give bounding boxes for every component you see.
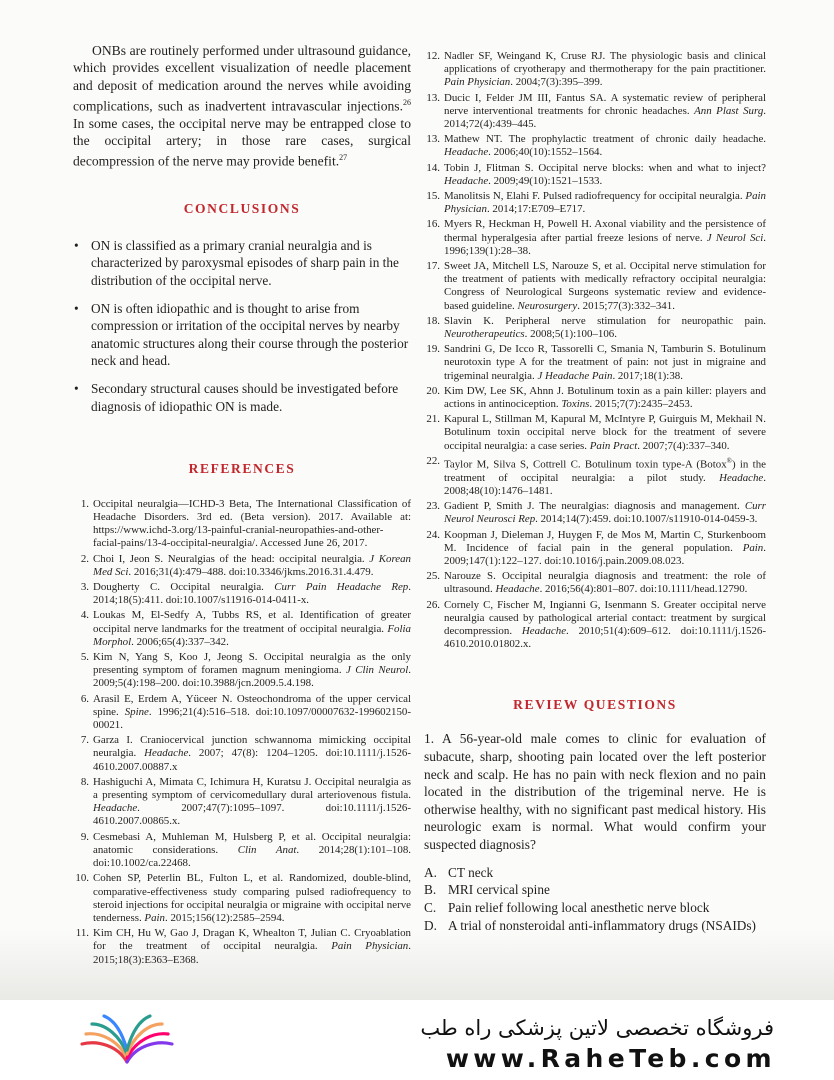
reference-number: 1. xyxy=(80,497,89,510)
reference-item: 9. Cesmebasi A, Muhleman M, Hulsberg P, et al. Occipital neuralgia: anatomic considerations. Clin Anat. 2014;28(1):101–108. doi:10.1002/ca.22468. xyxy=(73,831,411,871)
reference-number: 9. xyxy=(80,830,89,843)
reference-item: 2. Choi I, Jeon S. Neuralgias of the head: occipital neuralgia. J Korean Med Sci. 2016;31(4):479–488. doi:10.3346/jkms.2016.31.4.479. xyxy=(73,553,411,579)
reference-number: 2. xyxy=(80,552,89,565)
shop-name: فروشگاه تخصصی لاتین پزشکی راه طب xyxy=(420,1016,774,1040)
reference-item: 24. Koopman J, Dieleman J, Huygen F, de Mos M, Martin C, Sturkenboom M. Incidence of facial pain in the general population. Pain. 2009;147(1):122–127. doi:10.1016/j.pain.2009.08.023. xyxy=(424,529,766,569)
right-column xyxy=(424,50,766,935)
reference-item: 13. Mathew NT. The prophylactic treatment of chronic daily headache. Headache. 2006;40(10):1552–1564. xyxy=(424,133,766,159)
reference-number: 18. xyxy=(426,314,440,327)
reference-number: 15. xyxy=(426,190,440,203)
reference-number: 24. xyxy=(426,528,440,541)
reference-item: 4. Loukas M, El-Sedfy A, Tubbs RS, et al. Identification of greater occipital nerve landmarks for the treatment of occipital neuralgia. Folia Morphol. 2006;65(4):337–342. xyxy=(73,609,411,649)
reference-item: 3. Dougherty C. Occipital neuralgia. Curr Pain Headache Rep. 2014;18(5):411. doi:10.1007/s11916-014-0411-x. xyxy=(73,581,411,607)
intro-text-a: ONBs are routinely performed under ultrasound guidance, which provides excellent visualization of needle placement and deposit of medication around the nerves while avoiding complications, such as inadvertent intravascular injections. xyxy=(73,43,411,114)
reference-number: 21. xyxy=(426,413,440,426)
left-column xyxy=(73,42,411,969)
reference-number: 6. xyxy=(80,692,89,705)
reference-item: 6. Arasil E, Erdem A, Yüceer N. Osteochondroma of the upper cervical spine. Spine. 1996;21(4):516–518. doi:10.1097/00007632-199602150-00021. xyxy=(73,693,411,733)
reference-item: 16. Myers R, Heckman H, Powell H. Axonal viability and the persistence of thermal hyperalgesia after partial freeze lesions of nerve. J Neurol Sci. 1996;139(1):28–38. xyxy=(424,218,766,258)
reference-item: 12. Nadler SF, Weingand K, Cruse RJ. The physiologic basis and clinical applications of cryotherapy and thermotherapy for the pain practitioner. Pain Physician. 2004;7(3):395–399. xyxy=(424,50,766,90)
conclusions-heading: CONCLUSIONS xyxy=(183,201,301,217)
answer-option-a: A. CT neck xyxy=(424,864,494,880)
reference-item: 15. Manolitsis N, Elahi F. Pulsed radiofrequency for occipital neuralgia. Pain Physician. 2014;17:E709–E717. xyxy=(424,190,766,216)
reference-number: 5. xyxy=(80,651,89,664)
reference-item: 19. Sandrini G, De Icco R, Tassorelli C, Smania N, Tamburin S. Botulinum neurotoxin type A for the treatment of pain: not just in migraine and trigeminal neuralgia. J Headache Pain. 2017;18(1):38. xyxy=(424,343,766,383)
reference-item: 21. Kapural L, Stillman M, Kapural M, McIntyre P, Guirguis M, Mekhail N. Botulinum toxin occipital nerve block for the treatment of severe occipital neuralgia: a case series. Pain Pract. 2007;7(4):337–340. xyxy=(424,413,766,453)
reference-number: 20. xyxy=(426,384,440,397)
answer-options xyxy=(424,864,766,935)
reference-number: 25. xyxy=(426,570,440,583)
reference-number: 23. xyxy=(426,500,440,513)
reference-item: 10. Cohen SP, Peterlin BL, Fulton L, et al. Randomized, double-blind, comparative-effectiveness study comparing pulsed radiofrequency to steroid injections for occipital neuralgia or migraine with occipital nerve tenderness. Pain. 2015;156(12):2585–2594. xyxy=(73,872,411,925)
references-heading: REFERENCES xyxy=(188,460,296,476)
reference-number: 4. xyxy=(80,609,89,622)
reference-item: 13. Ducic I, Felder JM III, Fantus SA. A systematic review of peripheral nerve interventional treatments for chronic headaches. Ann Plast Surg. 2014;72(4):439–445. xyxy=(424,92,766,132)
references-list-right xyxy=(424,50,766,651)
conclusion-item: • Secondary structural causes should be investigated before diagnosis of idiopathic ON is made. xyxy=(74,381,399,414)
reference-item: 22. Taylor M, Silva S, Cottrell C. Botulinum toxin type-A (Botox®) in the treatment of occipital neuralgia: a pilot study. Headache. 2008;48(10):1476–1481. xyxy=(424,455,766,498)
reference-item: 11. Kim CH, Hu W, Gao J, Dragan K, Whealton T, Julian C. Cryoablation for the treatment of occipital neuralgia. Pain Physician. 2015;18(3):E363–E368. xyxy=(73,927,411,967)
reference-item: 14. Tobin J, Flitman S. Occipital nerve blocks: when and what to inject? Headache. 2009;49(10):1521–1533. xyxy=(424,162,766,188)
reference-number: 22. xyxy=(426,454,440,467)
bullet-icon: • xyxy=(74,301,79,317)
reference-number: 13. xyxy=(426,91,440,104)
conclusion-item: • ON is classified as a primary cranial neuralgia and is characterized by paroxysmal episodes of sharp pain in the distribution of the occipital nerve. xyxy=(74,238,399,288)
bullet-icon: • xyxy=(74,238,79,254)
reference-number: 19. xyxy=(426,343,440,356)
reference-number: 16. xyxy=(426,218,440,231)
review-question-1: 1. A 56-year-old male comes to clinic for evaluation of subacute, sharp, shooting pain located over the left posterior neck and scalp. He has no pain with neck flexion and no pain located in the distribution of the trigeminal nerve. He is otherwise healthy, with no significant past medical history. His neurologic exam is normal. What would confirm your suspected diagnosis? xyxy=(424,731,766,852)
reference-item: 17. Sweet JA, Mitchell LS, Narouze S, et al. Occipital nerve stimulation for the treatment of patients with medically refractory occipital neuralgia: Congress of Neurological Surgeons systematic review and evidence-based guideline. Neurosurgery. 2015;77(3):332–341. xyxy=(424,260,766,313)
reference-item: 25. Narouze S. Occipital neuralgia diagnosis and treatment: the role of ultrasound. Headache. 2016;56(4):801–807. doi:10.1111/head.12790. xyxy=(424,570,766,596)
conclusion-item: • ON is often idiopathic and is thought to arise from compression or irritation of the occipital nerves by nearby anatomic structures along their course through the posterior neck and head. xyxy=(74,301,409,368)
reference-item: 7. Garza I. Craniocervical junction schwannoma mimicking occipital neuralgia. Headache. 2007; 47(8): 1204–1205. doi:10.1111/j.1526-4610.2007.00887.x xyxy=(73,734,411,774)
shop-url-link[interactable]: www.RaheTeb.com xyxy=(445,1044,776,1073)
reference-item: 1. Occipital neuralgia—ICHD-3 Beta, The International Classification of Headache Disorders. 3rd ed. (Beta version). 2017. Available at: https://www.ichd-3.org/13-painful-cranial-neuropathies-and-other-facial-pains/13-4-occipital-neuralgia/. Accessed June 26, 2017. xyxy=(73,498,411,551)
conclusions-list xyxy=(73,237,411,415)
reference-item: 26. Cornely C, Fischer M, Ingianni G, Isenmann S. Greater occipital nerve neuralgia caused by pathological arterial contact: treatment by surgical decompression. Headache. 2010;51(4):609–612. doi:10.1111/j.1526-4610.2010.01802.x. xyxy=(424,599,766,652)
reference-item: 20. Kim DW, Lee SK, Ahnn J. Botulinum toxin as a pain killer: players and actions in antinociception. Toxins. 2015;7(7):2435–2453. xyxy=(424,385,766,411)
reference-number: 12. xyxy=(426,50,440,62)
reference-number: 11. xyxy=(75,927,89,940)
reference-item: 23. Gadient P, Smith J. The neuralgias: diagnosis and management. Curr Neurol Neurosci Rep. 2014;14(7):459. doi:10.1007/s11910-014-0459-3. xyxy=(424,500,766,526)
bullet-icon: • xyxy=(74,381,79,397)
reference-number: 17. xyxy=(426,260,440,273)
reference-number: 7. xyxy=(80,734,89,747)
review-questions-heading: REVIEW QUESTIONS xyxy=(513,697,677,713)
intro-paragraph xyxy=(73,42,411,170)
citation-27: 27 xyxy=(339,153,348,163)
answer-option-d: D. A trial of nonsteroidal anti-inflammatory drugs (NSAIDs) xyxy=(424,917,756,933)
reference-item: 8. Hashiguchi A, Mimata C, Ichimura H, Kuratsu J. Occipital neuralgia as a presenting symptom of cervicomedullary dural arteriovenous fistula. Headache. 2007;47(7):1095–1097. doi:10.1111/j.1526-4610.2007.00865.x. xyxy=(73,776,411,829)
answer-option-b: B. MRI cervical spine xyxy=(424,882,550,898)
reference-number: 26. xyxy=(426,598,440,611)
reference-number: 8. xyxy=(80,775,89,788)
reference-item: 5. Kim N, Yang S, Koo J, Jeong S. Occipital neuralgia as the only presenting symptom of foramen magnum meningioma. J Clin Neurol. 2009;5(4):198–200. doi:10.3988/jcn.2009.5.4.198. xyxy=(73,651,411,691)
intro-text-b: In some cases, the occipital nerve may be entrapped close to the occipital artery; in those rare cases, surgical decompression of the nerve may provide benefit. xyxy=(73,115,411,169)
reference-item: 18. Slavin K. Peripheral nerve stimulation for neuropathic pain. Neurotherapeutics. 2008;5(1):100–106. xyxy=(424,315,766,341)
reference-number: 14. xyxy=(426,161,440,174)
citation-26: 26 xyxy=(403,97,411,107)
answer-option-c: C. Pain relief following local anesthetic nerve block xyxy=(424,900,710,916)
references-list-left xyxy=(73,498,411,967)
open-book-logo-icon xyxy=(78,1010,176,1072)
reference-number: 13. xyxy=(426,133,440,146)
reference-number: 10. xyxy=(75,872,89,885)
reference-number: 3. xyxy=(80,581,89,594)
